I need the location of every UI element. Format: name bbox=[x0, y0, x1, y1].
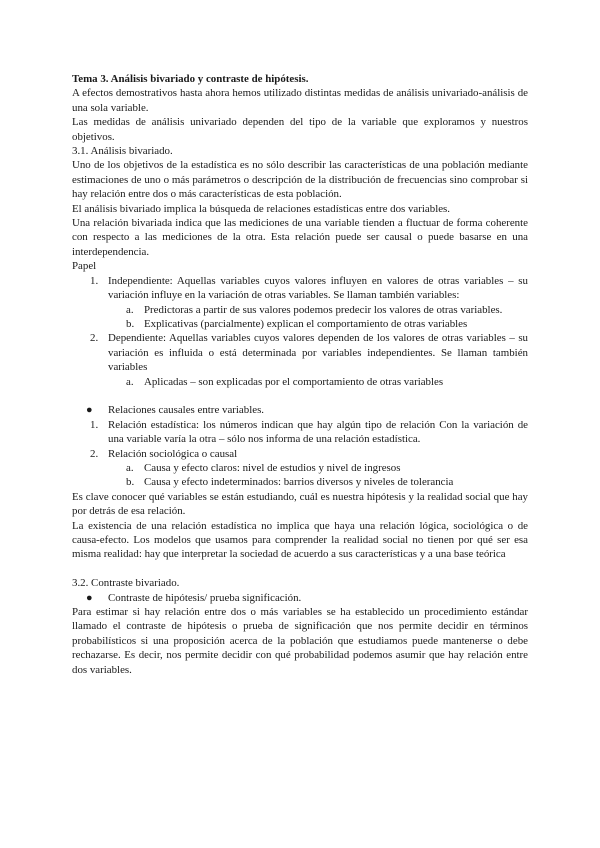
paragraph-objectives: Uno de los objetivos de la estadística es no sólo describir las características de una población mediante estimaciones de uno o más parámetros o descripción de la distribución de frecuencias sino comprobar si hay relación entre dos o más características de esta población. bbox=[72, 159, 528, 201]
paragraph-relacion-logica: La existencia de una relación estadística no implica que haya una relación lógica, sociológica o de causa-efecto. Los modelos que usamos para comprender la realidad social no tienen por qué ser esa misma realidad: hay que interpretar la sociedad de acuerdo a sus características y a una base teórica bbox=[72, 519, 528, 561]
bullet-icon: ● bbox=[86, 591, 93, 604]
list-item-dependiente bbox=[72, 331, 528, 374]
list-number: 2. bbox=[90, 332, 99, 345]
bullet-item-relaciones-causales bbox=[72, 403, 528, 417]
blank-line bbox=[72, 562, 528, 576]
sublist-item-causa-efecto-indeterminados bbox=[72, 475, 528, 489]
blank-line bbox=[72, 389, 528, 403]
list-number: 1. bbox=[90, 418, 99, 431]
sublist-letter: a. bbox=[126, 303, 134, 316]
paragraph-univariate: Las medidas de análisis univariado dependen del tipo de la variable que exploramos y nuestros objetivos. bbox=[72, 116, 528, 143]
paragraph-contraste-hipotesis: Para estimar si hay relación entre dos o más variables se ha establecido un procedimiento estándar llamado el contraste de hipótesis o prueba de significación que nos permite decidir en términos probabilísticos si una proposición acerca de la población que estudiamos puede mantenerse o debe rechazarse. Es decir, nos permite decidir con qué probabilidad podemos asumir que hay relación entre dos variables. bbox=[72, 606, 528, 676]
list-item-relacion-estadistica bbox=[72, 418, 528, 447]
bullet-icon: ● bbox=[86, 404, 93, 417]
sublist-letter: b. bbox=[126, 476, 135, 489]
sublist-item-text: Predictoras a partir de sus valores podemos predecir los valores de otras variables. bbox=[144, 303, 503, 316]
sublist-item-text: Causa y efecto indeterminados: barrios diversos y niveles de tolerancia bbox=[144, 476, 454, 489]
papel-label: Papel bbox=[72, 260, 97, 273]
paragraph-intro: A efectos demostrativos hasta ahora hemos utilizado distintas medidas de análisis univariado-análisis de una sola variable. bbox=[72, 87, 528, 114]
sublist-item-text: Causa y efecto claros: nivel de estudios y nivel de ingresos bbox=[144, 461, 401, 474]
list-item-text: Independiente: Aquellas variables cuyos valores influyen en valores de otras variables – su variación influye en la variación de otras variables. Se llaman también variables: bbox=[108, 274, 528, 302]
list-item-independiente bbox=[72, 274, 528, 303]
bullet-item-text: Contraste de hipótesis/ prueba significación. bbox=[108, 591, 302, 604]
list-item-relacion-sociologica bbox=[72, 447, 528, 461]
sublist-item-explicativas bbox=[72, 317, 528, 331]
list-item-text: Relación estadística: los números indican que hay algún tipo de relación Con la variación de una variable varía la otra – sólo nos informa de una relación estadística. bbox=[108, 418, 528, 446]
list-item-text: Dependiente: Aquellas variables cuyos valores dependen de los valores de otras variables – su variación es influida o está determinada por variables independientes. Se llaman también variables bbox=[108, 332, 528, 374]
paragraph-bivariate-definition: El análisis bivariado implica la búsqueda de relaciones estadísticas entre dos variables. bbox=[72, 202, 451, 215]
list-number: 1. bbox=[90, 274, 99, 287]
sublist-item-causa-efecto-claros bbox=[72, 461, 528, 475]
paragraph-bivariate-relation: Una relación bivariada indica que las mediciones de una variable tienden a fluctuar de forma coherente con respecto a las mediciones de la otra. Esta relación puede ser causal o puede basarse en una interdependencia. bbox=[72, 217, 528, 258]
sublist-letter: a. bbox=[126, 461, 134, 474]
sublist-item-text: Aplicadas – son explicadas por el comportamiento de otras variables bbox=[144, 375, 444, 388]
list-number: 2. bbox=[90, 447, 99, 460]
document-title: Tema 3. Análisis bivariado y contraste de hipótesis. bbox=[72, 73, 309, 85]
sublist-item-predictoras bbox=[72, 303, 528, 317]
section-heading-3-1: 3.1. Análisis bivariado. bbox=[72, 145, 173, 158]
paragraph-hipotesis-clave: Es clave conocer qué variables se están estudiando, cuál es nuestra hipótesis y la realidad social que hay por detrás de esa relación. bbox=[72, 490, 528, 518]
sublist-letter: a. bbox=[126, 375, 134, 388]
bullet-item-text: Relaciones causales entre variables. bbox=[108, 404, 265, 417]
bullet-item-contraste bbox=[72, 591, 528, 605]
sublist-item-text: Explicativas (parcialmente) explican el comportamiento de otras variables bbox=[144, 317, 468, 330]
list-item-text: Relación sociológica o causal bbox=[108, 447, 238, 460]
document-page bbox=[72, 72, 528, 677]
sublist-item-aplicadas bbox=[72, 375, 528, 389]
sublist-letter: b. bbox=[126, 317, 135, 330]
section-heading-3-2: 3.2. Contraste bivariado. bbox=[72, 577, 180, 590]
